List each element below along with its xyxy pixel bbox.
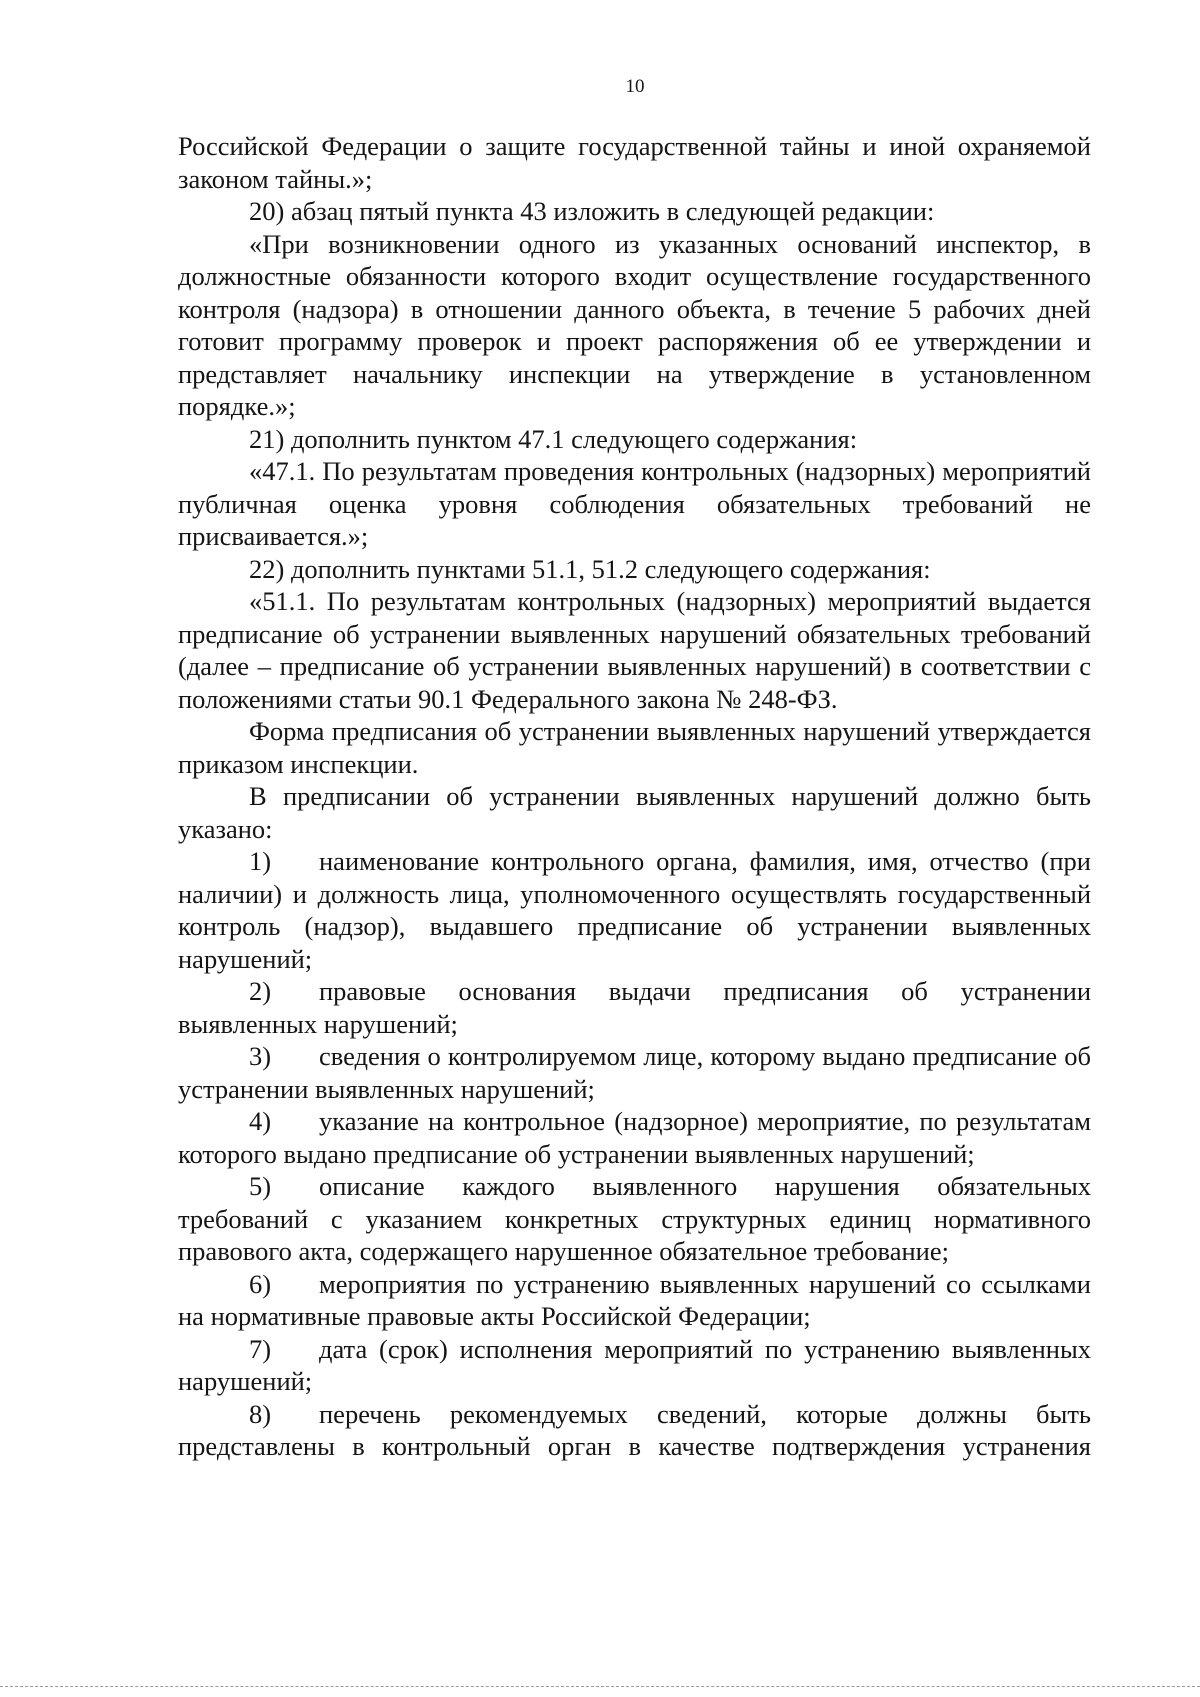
list-item: [178, 1398, 1091, 1463]
list-item: [178, 1105, 1091, 1170]
list-item-text: наименование контрольного органа, фамилия, имя, отчество (при наличии) и должность лица, уполномоченного осуществлять государственный контроль (надзор), выдавшего предписание об устранении выявленных нарушений;: [178, 846, 1091, 974]
list-item-number: 7): [249, 1333, 272, 1364]
list-item-number: 3): [249, 1041, 272, 1071]
page-number: 10: [625, 76, 645, 97]
list-item-text: описание каждого выявленного нарушения обязательных требований с указанием конкретных структурных единиц нормативного правового акта, содержащего нарушенное обязательное требование;: [178, 1171, 1091, 1266]
list-item-text: дата (срок) исполнения мероприятий по устранению выявленных нарушений;: [178, 1333, 1091, 1396]
list-item-number: 2): [249, 976, 272, 1006]
paragraph: Форма предписания об устранении выявленных нарушений утверждается приказом инспекции.: [178, 716, 1091, 779]
paragraph: Российской Федерации о защите государственной тайны и иной охраняемой законом тайны.»;: [178, 131, 1091, 194]
list-item-text: перечень рекомендуемых сведений, которые должны быть представлены в контрольный орган в качестве подтверждения устранения: [178, 1398, 1091, 1461]
list-item-text: сведения о контролируемом лице, которому выдано предписание об устранении выявленных нарушений;: [178, 1041, 1091, 1104]
paragraph: 21) дополнить пунктом 47.1 следующего содержания:: [249, 423, 858, 454]
list-item: [178, 1170, 1091, 1268]
paragraph: 20) абзац пятый пункта 43 изложить в следующей редакции:: [249, 196, 935, 226]
paragraph: «51.1. По результатам контрольных (надзорных) мероприятий выдается предписание об устранении выявленных нарушений обязательных требований (далее – предписание об устранении выявленных нарушений) в соответствии с положениями статьи 90.1 Федерального закона № 248-ФЗ.: [178, 586, 1091, 714]
list-item-number: 8): [249, 1398, 272, 1429]
list-item-text: мероприятия по устранению выявленных нарушений со ссылками на нормативные правовые акты Российской Федерации;: [178, 1268, 1091, 1331]
paragraph: «47.1. По результатам проведения контрольных (надзорных) мероприятий публичная оценка уровня соблюдения обязательных требований не присваивается.»;: [178, 456, 1091, 551]
list-item: [178, 1333, 1091, 1398]
paragraph: «При возникновении одного из указанных оснований инспектор, в должностные обязанности которого входит осуществление государственного контроля (надзора) в отношении данного объекта, в течение 5 рабочих дней готовит программу проверок и проект распоряжения об ее утверждении и представляет начальнику инспекции на утверждение в установленном порядке.»;: [178, 228, 1091, 421]
paragraph: 22) дополнить пунктами 51.1, 51.2 следующего содержания:: [249, 553, 931, 584]
list-item-number: 5): [249, 1171, 272, 1201]
document-body: [178, 130, 1091, 1463]
paragraph: В предписании об устранении выявленных нарушений должно быть указано:: [178, 781, 1091, 844]
list-item: [178, 1268, 1091, 1333]
list-item-number: 1): [249, 846, 272, 876]
list-item-number: 4): [249, 1106, 272, 1136]
list-item: [178, 975, 1091, 1040]
list-item-text: правовые основания выдачи предписания об устранении выявленных нарушений;: [178, 976, 1091, 1039]
list-item: [178, 845, 1091, 975]
scan-edge-line: [0, 1686, 1200, 1687]
list-item-number: 6): [249, 1268, 272, 1299]
list-item: [178, 1040, 1091, 1105]
list-item-text: указание на контрольное (надзорное) мероприятие, по результатам которого выдано предписание об устранении выявленных нарушений;: [178, 1106, 1091, 1169]
